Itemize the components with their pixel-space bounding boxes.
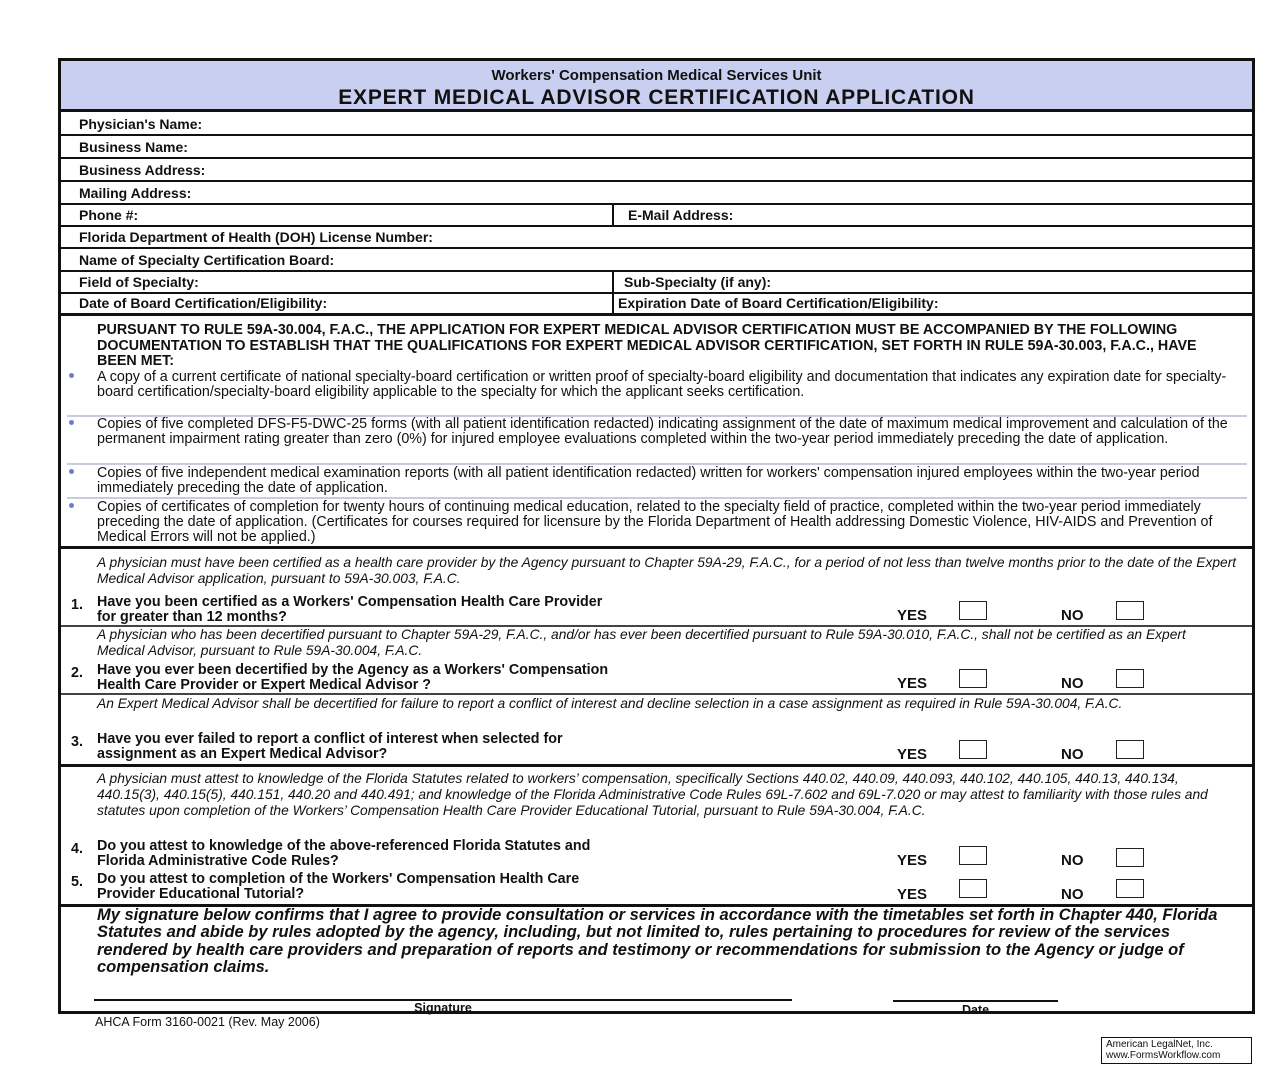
form-header bbox=[61, 61, 1252, 112]
requirement-text: Copies of five independent medical examination reports (with all patient identification redacted) written for workers' compensation injured employees within the two-year period immediately preceding the date of application. bbox=[97, 465, 1200, 497]
column-divider bbox=[612, 272, 614, 292]
doh-license-label: Florida Department of Health (DOH) License Number: bbox=[79, 229, 433, 245]
q3-yes-checkbox[interactable] bbox=[959, 740, 987, 759]
business-address-label: Business Address: bbox=[79, 162, 206, 178]
bullet-icon bbox=[69, 373, 74, 378]
physician-name-label: Physician's Name: bbox=[79, 116, 203, 132]
requirement-text: Copies of certificates of completion for twenty hours of continuing medical education, related to the specialty field of practice, completed within the two-year period immediately preceding the date of application. (Certificates for courses required for licensure by the Florida Department of Health addressing Domestic Violence, HIV-AIDS and Prevention of Medical Errors will not be applied.) bbox=[97, 499, 1213, 546]
q1-no-checkbox[interactable] bbox=[1116, 601, 1144, 620]
specialty-row bbox=[61, 272, 1252, 294]
specialty-board-field[interactable] bbox=[61, 249, 1252, 272]
question-text bbox=[97, 595, 797, 625]
divider bbox=[61, 693, 1252, 695]
requirement-item bbox=[97, 370, 1247, 400]
question-text bbox=[97, 839, 797, 869]
email-label[interactable]: E-Mail Address: bbox=[628, 207, 734, 223]
yes-label: YES bbox=[897, 886, 928, 903]
certification-date-row bbox=[61, 294, 1252, 316]
business-name-field[interactable] bbox=[61, 136, 1252, 159]
no-label: NO bbox=[1061, 675, 1084, 692]
note-text: A physician must have been certified as a health care provider by the Agency pursuant to Chapter 59A-29, F.A.C., for a period of not less than twelve months prior to the date of the Expert Medical Advisor application, pursuant to 59A-30.003, F.A.C. bbox=[97, 555, 1237, 586]
mailing-address-field[interactable] bbox=[61, 182, 1252, 205]
yes-label: YES bbox=[897, 746, 928, 763]
date-label: Date bbox=[961, 1003, 990, 1017]
publisher-name: American LegalNet, Inc. bbox=[1106, 1039, 1213, 1050]
q4-yes-checkbox[interactable] bbox=[959, 846, 987, 865]
requirement-item bbox=[97, 466, 1247, 496]
q4-no-checkbox[interactable] bbox=[1116, 848, 1144, 867]
business-name-label: Business Name: bbox=[79, 139, 188, 155]
publisher-stamp bbox=[1101, 1037, 1252, 1064]
physician-name-field[interactable] bbox=[61, 112, 1252, 136]
bullet-icon bbox=[69, 503, 74, 508]
requirement-item bbox=[97, 500, 1247, 546]
question-text bbox=[97, 663, 797, 693]
requirement-item bbox=[97, 417, 1247, 447]
question-line: assignment as an Expert Medical Advisor? bbox=[97, 746, 388, 762]
question-number: 1. bbox=[71, 597, 83, 613]
requirement-text: A copy of a current certificate of national specialty-board certification or written proof of specialty-board eligibility and documentation that indicates any expiration date for specialty-board certification/specialty-board eligibility applicable to the specialty for which the applicant seeks certification. bbox=[97, 369, 1227, 401]
question-line: Florida Administrative Code Rules? bbox=[97, 853, 339, 869]
section-divider bbox=[61, 546, 1252, 549]
form-number: AHCA Form 3160-0021 (Rev. May 2006) bbox=[95, 1015, 320, 1029]
question-line: Have you been certified as a Workers' Compensation Health Care Provider bbox=[97, 594, 603, 610]
requirement-text: Copies of five completed DFS-F5-DWC-25 forms (with all patient identification redacted) indicating assignment of the date of maximum medical improvement and calculation of the permanent impairment rating greater than zero (0%) for injured employee evaluations completed within the two-year period immediately preceding the date of application. bbox=[97, 416, 1228, 448]
no-label: NO bbox=[1061, 852, 1084, 869]
question-number: 4. bbox=[71, 841, 83, 857]
specialty-board-label: Name of Specialty Certification Board: bbox=[79, 252, 335, 268]
yes-label: YES bbox=[897, 675, 928, 692]
question-number: 2. bbox=[71, 665, 83, 681]
expiration-date-label[interactable]: Expiration Date of Board Certification/Eligibility: bbox=[618, 295, 939, 311]
publisher-url: www.FormsWorkflow.com bbox=[1106, 1050, 1221, 1061]
note-text: An Expert Medical Advisor shall be decertified for failure to report a conflict of interest and decline selection in a case assignment as required in Rule 59A-30.004, F.A.C. bbox=[97, 696, 1123, 711]
question-line: for greater than 12 months? bbox=[97, 609, 287, 625]
q5-no-checkbox[interactable] bbox=[1116, 879, 1144, 898]
bullet-icon bbox=[69, 420, 74, 425]
yes-label: YES bbox=[897, 852, 928, 869]
date-board-cert-label[interactable]: Date of Board Certification/Eligibility: bbox=[79, 295, 328, 311]
mailing-address-label: Mailing Address: bbox=[79, 185, 192, 201]
doh-license-field[interactable] bbox=[61, 227, 1252, 249]
column-divider bbox=[612, 205, 614, 225]
business-address-field[interactable] bbox=[61, 159, 1252, 182]
note-text: A physician who has been decertified pursuant to Chapter 59A-29, F.A.C., and/or has ever been decertified pursuant to Rule 59A-30.010, F.A.C., shall not be certified as an Expert Medical Advisor, pursuant to Rule 59A-30.004, F.A.C. bbox=[97, 627, 1186, 658]
question-line: Provider Educational Tutorial? bbox=[97, 886, 305, 902]
bullet-icon bbox=[69, 469, 74, 474]
q2-no-checkbox[interactable] bbox=[1116, 669, 1144, 688]
question-line: Do you attest to completion of the Workers' Compensation Health Care bbox=[97, 871, 580, 887]
signature-statement: My signature below confirms that I agree to provide consultation or services in accordance with the timetables set forth in Chapter 440, Florida Statutes and abide by rules adopted by the agency, including, but not limited to, rules pertaining to procedures for review of the services rendered by health care providers and preparation of reports and testimony or recommendations for submission to the Agency or judge of compensation claims. bbox=[97, 906, 1218, 976]
yes-label: YES bbox=[897, 607, 928, 624]
q5-yes-checkbox[interactable] bbox=[959, 879, 987, 898]
question-number: 3. bbox=[71, 734, 83, 750]
question-line: Do you attest to knowledge of the above-referenced Florida Statutes and bbox=[97, 838, 591, 854]
note-text: A physician must attest to knowledge of the Florida Statutes related to workers’ compensation, specifically Sections 440.02, 440.09, 440.093, 440.102, 440.105, 440.13, 440.134, 440.15(3), 440.15(5), 440.151, 440.20 and 440.491; and knowledge of the Florida Administrative Code Rules 69L-7.602 and 69L-7.020 or may attest to familiarity with those rules and statutes upon completion of the Workers’ Compensation Health Care Provider Educational Tutorial, pursuant to Rule 59A-30.004, F.A.C. bbox=[97, 771, 1208, 818]
q1-yes-checkbox[interactable] bbox=[959, 601, 987, 620]
unit-name: Workers' Compensation Medical Services Unit bbox=[491, 67, 822, 84]
question-line: Health Care Provider or Expert Medical Advisor ? bbox=[97, 677, 431, 693]
column-divider bbox=[612, 294, 614, 313]
question-text bbox=[97, 872, 797, 902]
no-label: NO bbox=[1061, 746, 1084, 763]
phone-email-row bbox=[61, 205, 1252, 227]
phone-label[interactable]: Phone #: bbox=[79, 207, 139, 223]
section-divider bbox=[61, 764, 1252, 767]
sub-specialty-label[interactable]: Sub-Specialty (if any): bbox=[624, 274, 772, 290]
question-line: Have you ever failed to report a conflict of interest when selected for bbox=[97, 731, 563, 747]
q2-yes-checkbox[interactable] bbox=[959, 669, 987, 688]
field-of-specialty-label[interactable]: Field of Specialty: bbox=[79, 274, 199, 290]
form-title: EXPERT MEDICAL ADVISOR CERTIFICATION APPLICATION bbox=[338, 86, 975, 109]
question-text bbox=[97, 732, 797, 762]
question-line: Have you ever been decertified by the Agency as a Workers' Compensation bbox=[97, 662, 609, 678]
no-label: NO bbox=[1061, 607, 1084, 624]
pursuant-text: PURSUANT TO RULE 59A-30.004, F.A.C., THE APPLICATION FOR EXPERT MEDICAL ADVISOR CERTIFICATION MUST BE ACCOMPANIED BY THE FOLLOWING DOCUMENTATION TO ESTABLISH THAT THE QUALIFICATIONS FOR EXPERT MEDICAL ADVISOR CERTIFICATION, SET FORTH IN RULE 59A-30.003, F.A.C., HAVE BEEN MET: bbox=[97, 322, 1197, 369]
q3-no-checkbox[interactable] bbox=[1116, 740, 1144, 759]
question-number: 5. bbox=[71, 874, 83, 890]
date-line[interactable] bbox=[893, 1000, 1058, 1002]
no-label: NO bbox=[1061, 886, 1084, 903]
application-form bbox=[58, 58, 1255, 1017]
signature-label: Signature bbox=[414, 1001, 472, 1015]
